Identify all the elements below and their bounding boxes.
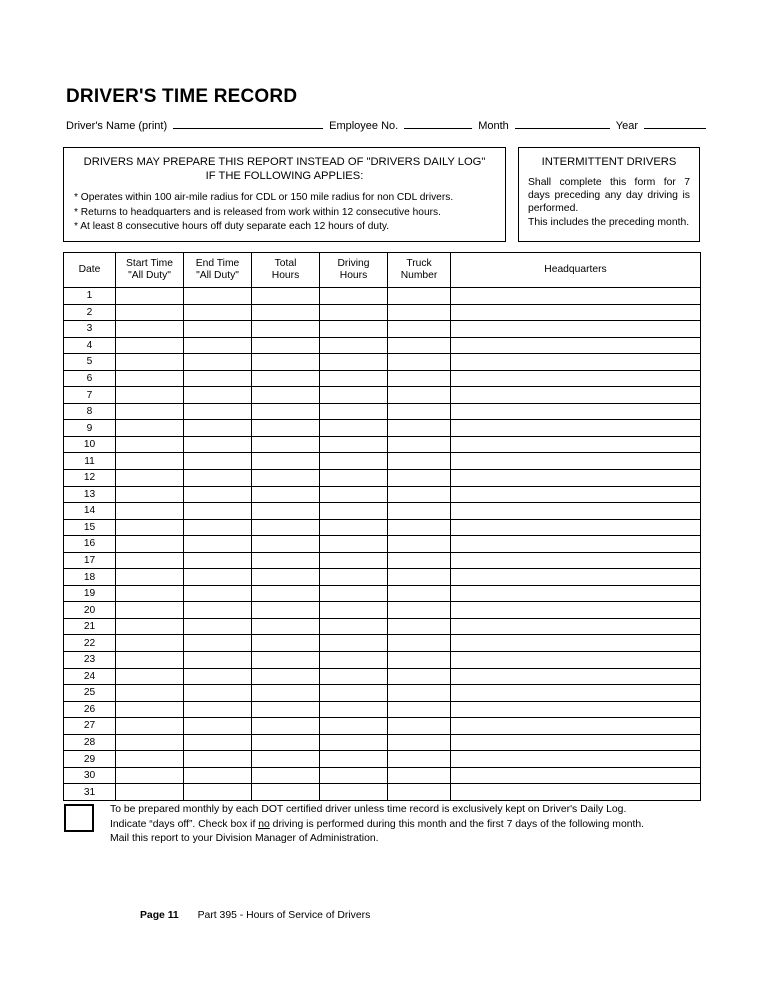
cell-end-time[interactable]	[184, 652, 252, 669]
cell-total-hours[interactable]	[252, 470, 320, 487]
cell-headquarters[interactable]	[451, 734, 701, 751]
column-header-headquarters: Headquarters	[451, 253, 701, 288]
cell-driving-hours[interactable]	[320, 486, 388, 503]
cell-total-hours[interactable]	[252, 618, 320, 635]
table-row	[64, 370, 701, 387]
intermittent-drivers-line-3: performed.	[528, 203, 579, 215]
table-row	[64, 519, 701, 536]
cell-headquarters[interactable]	[451, 354, 701, 371]
cell-start-time[interactable]	[116, 304, 184, 321]
cell-start-time[interactable]	[116, 569, 184, 586]
cell-end-time[interactable]	[184, 668, 252, 685]
cell-date: 12	[64, 470, 116, 487]
intermittent-drivers-box	[518, 147, 700, 242]
cell-end-time[interactable]	[184, 486, 252, 503]
cell-end-time[interactable]	[184, 354, 252, 371]
cell-total-hours[interactable]	[252, 403, 320, 420]
drivers-name-input[interactable]	[173, 118, 323, 129]
time-record-table-wrapper	[63, 252, 700, 801]
column-header-date: Date	[64, 253, 116, 288]
cell-driving-hours[interactable]	[320, 652, 388, 669]
table-row	[64, 387, 701, 404]
cell-end-time[interactable]	[184, 701, 252, 718]
cell-total-hours[interactable]	[252, 436, 320, 453]
cell-headquarters[interactable]	[451, 288, 701, 305]
eligibility-bullet: * Returns to headquarters and is released from work within 12 consecutive hours.	[74, 206, 441, 218]
cell-truck-number[interactable]	[388, 304, 451, 321]
cell-start-time[interactable]	[116, 387, 184, 404]
intermittent-drivers-line-2: days preceding any day driving is	[528, 190, 690, 202]
table-row	[64, 784, 701, 801]
cell-driving-hours[interactable]	[320, 602, 388, 619]
cell-end-time[interactable]	[184, 767, 252, 784]
table-row	[64, 304, 701, 321]
table-row	[64, 337, 701, 354]
table-row	[64, 618, 701, 635]
cell-driving-hours[interactable]	[320, 453, 388, 470]
page-title: DRIVER'S TIME RECORD	[66, 86, 298, 107]
cell-total-hours[interactable]	[252, 784, 320, 801]
cell-date: 7	[64, 387, 116, 404]
cell-end-time[interactable]	[184, 387, 252, 404]
table-body	[64, 288, 701, 801]
cell-start-time[interactable]	[116, 370, 184, 387]
eligibility-instruction-box	[63, 147, 506, 242]
cell-start-time[interactable]	[116, 403, 184, 420]
table-row	[64, 453, 701, 470]
cell-headquarters[interactable]	[451, 602, 701, 619]
cell-total-hours[interactable]	[252, 635, 320, 652]
cell-start-time[interactable]	[116, 585, 184, 602]
cell-headquarters[interactable]	[451, 569, 701, 586]
cell-start-time[interactable]	[116, 536, 184, 553]
cell-end-time[interactable]	[184, 453, 252, 470]
table-row	[64, 635, 701, 652]
eligibility-bullet-list	[74, 191, 495, 235]
table-row	[64, 701, 701, 718]
cell-date: 5	[64, 354, 116, 371]
cell-driving-hours[interactable]	[320, 718, 388, 735]
cell-total-hours[interactable]	[252, 453, 320, 470]
cell-headquarters[interactable]	[451, 387, 701, 404]
cell-start-time[interactable]	[116, 734, 184, 751]
cell-start-time[interactable]	[116, 321, 184, 338]
drivers-name-label: Driver's Name (print)	[66, 120, 168, 132]
cell-end-time[interactable]	[184, 569, 252, 586]
employee-no-input[interactable]	[404, 118, 472, 129]
cell-truck-number[interactable]	[388, 403, 451, 420]
cell-date: 15	[64, 519, 116, 536]
cell-headquarters[interactable]	[451, 784, 701, 801]
cell-total-hours[interactable]	[252, 552, 320, 569]
cell-driving-hours[interactable]	[320, 304, 388, 321]
cell-date: 8	[64, 403, 116, 420]
cell-date: 16	[64, 536, 116, 553]
cell-date: 9	[64, 420, 116, 437]
cell-date: 23	[64, 652, 116, 669]
cell-start-time[interactable]	[116, 470, 184, 487]
cell-date: 14	[64, 503, 116, 520]
cell-date: 24	[64, 668, 116, 685]
cell-date: 27	[64, 718, 116, 735]
cell-truck-number[interactable]	[388, 585, 451, 602]
cell-headquarters[interactable]	[451, 635, 701, 652]
cell-driving-hours[interactable]	[320, 503, 388, 520]
cell-headquarters[interactable]	[451, 585, 701, 602]
eligibility-heading-line-1: DRIVERS MAY PREPARE THIS REPORT INSTEAD OF "DRIVERS DAILY LOG"	[83, 156, 486, 168]
cell-truck-number[interactable]	[388, 784, 451, 801]
cell-end-time[interactable]	[184, 519, 252, 536]
cell-truck-number[interactable]	[388, 751, 451, 768]
cell-truck-number[interactable]	[388, 337, 451, 354]
cell-end-time[interactable]	[184, 503, 252, 520]
no-driving-checkbox[interactable]	[64, 804, 94, 832]
table-row	[64, 602, 701, 619]
driver-identification-line	[66, 118, 712, 132]
footer-note-text	[110, 803, 644, 847]
cell-driving-hours[interactable]	[320, 370, 388, 387]
cell-truck-number[interactable]	[388, 734, 451, 751]
cell-total-hours[interactable]	[252, 536, 320, 553]
employee-no-label: Employee No.	[329, 120, 399, 132]
cell-date: 4	[64, 337, 116, 354]
cell-date: 2	[64, 304, 116, 321]
cell-start-time[interactable]	[116, 668, 184, 685]
table-row	[64, 403, 701, 420]
cell-total-hours[interactable]	[252, 585, 320, 602]
cell-headquarters[interactable]	[451, 503, 701, 520]
cell-driving-hours[interactable]	[320, 337, 388, 354]
cell-headquarters[interactable]	[451, 552, 701, 569]
cell-start-time[interactable]	[116, 453, 184, 470]
cell-truck-number[interactable]	[388, 668, 451, 685]
cell-headquarters[interactable]	[451, 701, 701, 718]
cell-headquarters[interactable]	[451, 767, 701, 784]
cell-driving-hours[interactable]	[320, 618, 388, 635]
cell-truck-number[interactable]	[388, 569, 451, 586]
cell-headquarters[interactable]	[451, 370, 701, 387]
cell-start-time[interactable]	[116, 436, 184, 453]
cell-driving-hours[interactable]	[320, 519, 388, 536]
table-row	[64, 751, 701, 768]
cell-end-time[interactable]	[184, 321, 252, 338]
table-row	[64, 288, 701, 305]
time-record-table	[63, 252, 701, 801]
footer-note-emphasis: no	[258, 818, 270, 830]
table-row	[64, 569, 701, 586]
cell-truck-number[interactable]	[388, 685, 451, 702]
cell-date: 17	[64, 552, 116, 569]
table-row	[64, 718, 701, 735]
table-header-row	[64, 253, 701, 288]
table-row	[64, 420, 701, 437]
cell-truck-number[interactable]	[388, 701, 451, 718]
footer-note-line-2-pre: Indicate “days off”. Check box if	[110, 818, 259, 830]
cell-truck-number[interactable]	[388, 420, 451, 437]
table-row	[64, 652, 701, 669]
cell-driving-hours[interactable]	[320, 668, 388, 685]
cell-date: 31	[64, 784, 116, 801]
table-row	[64, 486, 701, 503]
cell-headquarters[interactable]	[451, 685, 701, 702]
cell-end-time[interactable]	[184, 734, 252, 751]
cell-total-hours[interactable]	[252, 734, 320, 751]
cell-date: 21	[64, 618, 116, 635]
cell-truck-number[interactable]	[388, 618, 451, 635]
regulation-part-label: Part 395 - Hours of Service of Drivers	[197, 910, 371, 921]
cell-date: 10	[64, 436, 116, 453]
cell-end-time[interactable]	[184, 370, 252, 387]
cell-truck-number[interactable]	[388, 519, 451, 536]
cell-truck-number[interactable]	[388, 536, 451, 553]
cell-driving-hours[interactable]	[320, 420, 388, 437]
cell-total-hours[interactable]	[252, 354, 320, 371]
intermittent-drivers-line-1: Shall complete this form for 7	[528, 177, 690, 188]
cell-start-time[interactable]	[116, 288, 184, 305]
column-header-start-time: Start Time "All Duty"	[116, 253, 184, 288]
cell-headquarters[interactable]	[451, 536, 701, 553]
cell-date: 3	[64, 321, 116, 338]
cell-headquarters[interactable]	[451, 403, 701, 420]
cell-end-time[interactable]	[184, 685, 252, 702]
cell-start-time[interactable]	[116, 354, 184, 371]
cell-headquarters[interactable]	[451, 618, 701, 635]
cell-end-time[interactable]	[184, 618, 252, 635]
cell-headquarters[interactable]	[451, 321, 701, 338]
cell-end-time[interactable]	[184, 751, 252, 768]
cell-driving-hours[interactable]	[320, 288, 388, 305]
cell-driving-hours[interactable]	[320, 470, 388, 487]
cell-headquarters[interactable]	[451, 337, 701, 354]
cell-total-hours[interactable]	[252, 387, 320, 404]
month-input[interactable]	[515, 118, 610, 129]
cell-end-time[interactable]	[184, 784, 252, 801]
cell-driving-hours[interactable]	[320, 569, 388, 586]
cell-start-time[interactable]	[116, 751, 184, 768]
cell-total-hours[interactable]	[252, 321, 320, 338]
cell-truck-number[interactable]	[388, 321, 451, 338]
cell-date: 26	[64, 701, 116, 718]
cell-driving-hours[interactable]	[320, 354, 388, 371]
cell-start-time[interactable]	[116, 635, 184, 652]
cell-total-hours[interactable]	[252, 652, 320, 669]
year-input[interactable]	[644, 118, 706, 129]
cell-date: 1	[64, 288, 116, 305]
cell-truck-number[interactable]	[388, 354, 451, 371]
cell-end-time[interactable]	[184, 602, 252, 619]
cell-start-time[interactable]	[116, 784, 184, 801]
cell-start-time[interactable]	[116, 503, 184, 520]
table-row	[64, 685, 701, 702]
cell-start-time[interactable]	[116, 767, 184, 784]
cell-total-hours[interactable]	[252, 304, 320, 321]
cell-headquarters[interactable]	[451, 751, 701, 768]
cell-driving-hours[interactable]	[320, 585, 388, 602]
cell-date: 18	[64, 569, 116, 586]
cell-total-hours[interactable]	[252, 337, 320, 354]
column-header-end-time: End Time "All Duty"	[184, 253, 252, 288]
cell-date: 30	[64, 767, 116, 784]
cell-total-hours[interactable]	[252, 751, 320, 768]
cell-end-time[interactable]	[184, 337, 252, 354]
cell-headquarters[interactable]	[451, 519, 701, 536]
cell-headquarters[interactable]	[451, 420, 701, 437]
cell-date: 28	[64, 734, 116, 751]
cell-truck-number[interactable]	[388, 552, 451, 569]
cell-end-time[interactable]	[184, 304, 252, 321]
cell-total-hours[interactable]	[252, 602, 320, 619]
cell-headquarters[interactable]	[451, 718, 701, 735]
cell-start-time[interactable]	[116, 618, 184, 635]
cell-truck-number[interactable]	[388, 288, 451, 305]
cell-end-time[interactable]	[184, 635, 252, 652]
cell-total-hours[interactable]	[252, 420, 320, 437]
cell-start-time[interactable]	[116, 602, 184, 619]
intermittent-drivers-body	[528, 176, 690, 229]
cell-start-time[interactable]	[116, 552, 184, 569]
cell-total-hours[interactable]	[252, 767, 320, 784]
column-header-truck-number: Truck Number	[388, 253, 451, 288]
cell-driving-hours[interactable]	[320, 387, 388, 404]
cell-total-hours[interactable]	[252, 701, 320, 718]
footer-note	[64, 803, 704, 847]
cell-truck-number[interactable]	[388, 503, 451, 520]
cell-total-hours[interactable]	[252, 288, 320, 305]
cell-start-time[interactable]	[116, 519, 184, 536]
cell-total-hours[interactable]	[252, 718, 320, 735]
cell-truck-number[interactable]	[388, 453, 451, 470]
cell-truck-number[interactable]	[388, 486, 451, 503]
cell-truck-number[interactable]	[388, 436, 451, 453]
table-row	[64, 321, 701, 338]
month-label: Month	[478, 120, 509, 132]
table-row	[64, 734, 701, 751]
cell-total-hours[interactable]	[252, 519, 320, 536]
cell-truck-number[interactable]	[388, 602, 451, 619]
table-row	[64, 470, 701, 487]
cell-end-time[interactable]	[184, 403, 252, 420]
cell-driving-hours[interactable]	[320, 635, 388, 652]
cell-start-time[interactable]	[116, 420, 184, 437]
cell-total-hours[interactable]	[252, 668, 320, 685]
cell-total-hours[interactable]	[252, 370, 320, 387]
cell-headquarters[interactable]	[451, 486, 701, 503]
cell-start-time[interactable]	[116, 652, 184, 669]
table-row	[64, 536, 701, 553]
cell-truck-number[interactable]	[388, 635, 451, 652]
eligibility-bullet: * Operates within 100 air-mile radius for CDL or 150 mile radius for non CDL drivers.	[74, 192, 454, 203]
cell-date: 13	[64, 486, 116, 503]
footer-note-line-2-post: driving is performed during this month and the first 7 days of the following month.	[269, 818, 645, 830]
cell-date: 19	[64, 585, 116, 602]
footer-note-line-1: To be prepared monthly by each DOT certified driver unless time record is exclusively kept on Driver's Daily Log.	[110, 804, 627, 815]
cell-date: 29	[64, 751, 116, 768]
cell-end-time[interactable]	[184, 288, 252, 305]
cell-headquarters[interactable]	[451, 453, 701, 470]
cell-end-time[interactable]	[184, 536, 252, 553]
cell-truck-number[interactable]	[388, 652, 451, 669]
cell-driving-hours[interactable]	[320, 784, 388, 801]
cell-truck-number[interactable]	[388, 718, 451, 735]
footer-note-line-3: Mail this report to your Division Manager of Administration.	[110, 833, 379, 844]
cell-truck-number[interactable]	[388, 370, 451, 387]
cell-driving-hours[interactable]	[320, 751, 388, 768]
cell-headquarters[interactable]	[451, 470, 701, 487]
cell-date: 25	[64, 685, 116, 702]
cell-start-time[interactable]	[116, 486, 184, 503]
cell-driving-hours[interactable]	[320, 536, 388, 553]
cell-headquarters[interactable]	[451, 436, 701, 453]
cell-end-time[interactable]	[184, 420, 252, 437]
column-header-driving-hours: Driving Hours	[320, 253, 388, 288]
eligibility-heading	[74, 155, 495, 183]
table-row	[64, 436, 701, 453]
year-label: Year	[615, 120, 639, 132]
cell-driving-hours[interactable]	[320, 403, 388, 420]
cell-driving-hours[interactable]	[320, 436, 388, 453]
cell-headquarters[interactable]	[451, 304, 701, 321]
intermittent-drivers-line-4: This includes the preceding month.	[528, 216, 690, 228]
cell-total-hours[interactable]	[252, 569, 320, 586]
cell-date: 20	[64, 602, 116, 619]
intermittent-drivers-heading: INTERMITTENT DRIVERS	[541, 156, 677, 168]
cell-driving-hours[interactable]	[320, 552, 388, 569]
table-row	[64, 552, 701, 569]
table-row	[64, 503, 701, 520]
cell-driving-hours[interactable]	[320, 685, 388, 702]
table-row	[64, 585, 701, 602]
cell-end-time[interactable]	[184, 718, 252, 735]
cell-start-time[interactable]	[116, 718, 184, 735]
eligibility-bullet: * At least 8 consecutive hours off duty separate each 12 hours of duty.	[74, 221, 390, 232]
eligibility-heading-line-2: IF THE FOLLOWING APPLIES:	[205, 170, 364, 182]
cell-start-time[interactable]	[116, 337, 184, 354]
cell-headquarters[interactable]	[451, 668, 701, 685]
cell-total-hours[interactable]	[252, 685, 320, 702]
cell-total-hours[interactable]	[252, 486, 320, 503]
footer-note-line-2	[110, 818, 644, 833]
cell-end-time[interactable]	[184, 585, 252, 602]
cell-date: 11	[64, 453, 116, 470]
cell-end-time[interactable]	[184, 470, 252, 487]
cell-start-time[interactable]	[116, 701, 184, 718]
cell-driving-hours[interactable]	[320, 767, 388, 784]
cell-date: 22	[64, 635, 116, 652]
table-row	[64, 668, 701, 685]
cell-headquarters[interactable]	[451, 652, 701, 669]
cell-total-hours[interactable]	[252, 503, 320, 520]
cell-driving-hours[interactable]	[320, 734, 388, 751]
cell-driving-hours[interactable]	[320, 701, 388, 718]
page-number-label: Page 11	[140, 910, 179, 921]
cell-truck-number[interactable]	[388, 387, 451, 404]
cell-end-time[interactable]	[184, 436, 252, 453]
cell-truck-number[interactable]	[388, 470, 451, 487]
cell-truck-number[interactable]	[388, 767, 451, 784]
cell-date: 6	[64, 370, 116, 387]
table-row	[64, 354, 701, 371]
cell-driving-hours[interactable]	[320, 321, 388, 338]
cell-end-time[interactable]	[184, 552, 252, 569]
table-row	[64, 767, 701, 784]
page-footer	[140, 910, 370, 921]
cell-start-time[interactable]	[116, 685, 184, 702]
column-header-total-hours: Total Hours	[252, 253, 320, 288]
